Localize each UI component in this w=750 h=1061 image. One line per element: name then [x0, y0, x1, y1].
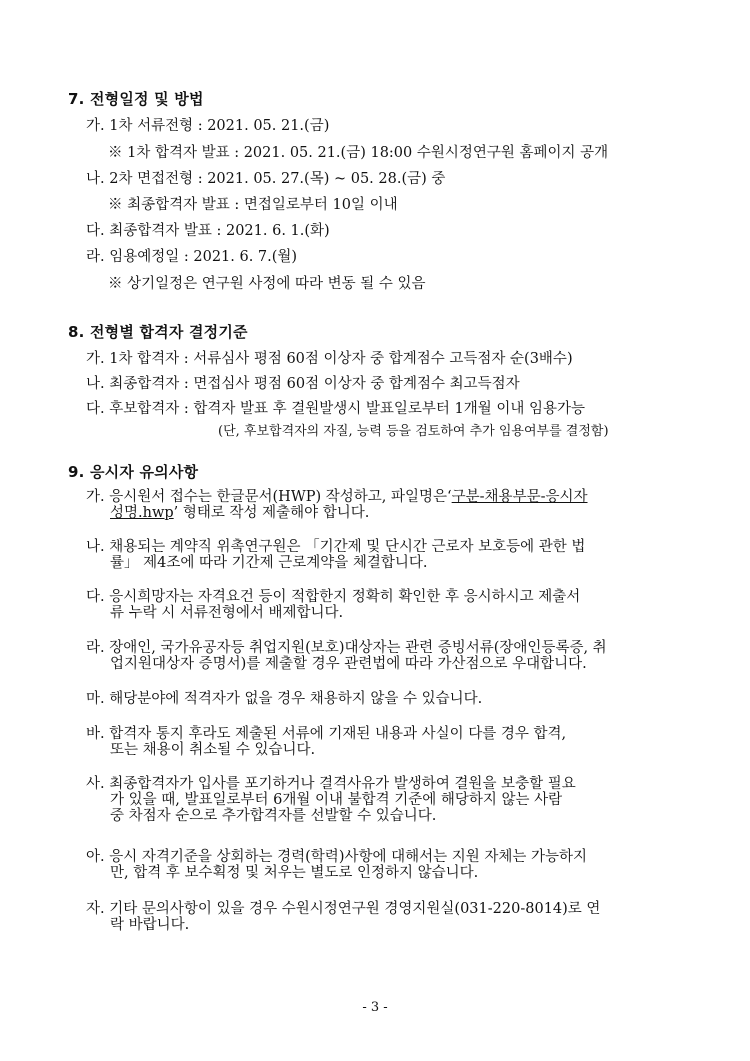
notice-item-line2: 만, 합격 후 보수획정 및 처우는 별도로 인정하지 않습니다.	[110, 865, 479, 881]
section-9-heading: 9. 응시자 유의사항	[68, 463, 199, 481]
schedule-note: ※ 상기일정은 연구원 사정에 따라 변동 될 수 있음	[108, 276, 426, 292]
notice-item-line2: 률」 제4조에 따라 기간제 근로계약을 체결합니다.	[110, 555, 428, 571]
notice-item-line1: 바. 합격자 통지 후라도 제출된 서류에 기재된 내용과 사실이 다를 경우 합격,	[86, 726, 567, 742]
page-number: - 3 -	[362, 1000, 388, 1015]
schedule-line: 다. 최종합격자 발표 : 2021. 6. 1.(화)	[86, 223, 330, 239]
notice-item-ga-line2	[110, 501, 369, 522]
notice-item-line1: 다. 응시희망자는 자격요건 등이 적합한지 정확히 확인한 후 응시하시고 제출서	[86, 589, 581, 605]
criteria-line: 나. 최종합격자 : 면접심사 평점 60점 이상자 중 합계점수 최고득점자	[86, 376, 520, 392]
criteria-line: 다. 후보합격자 : 합격자 발표 후 결원발생시 발표일로부터 1개월 이내 임용가능	[86, 401, 586, 417]
notice-item-line1: 자. 기타 문의사항이 있을 경우 수원시정연구원 경영지원실(031-220-8014)로 연	[86, 901, 601, 917]
schedule-line: 라. 임용예정일 : 2021. 6. 7.(월)	[86, 249, 298, 265]
notice-item-line1: 아. 응시 자격기준을 상회하는 경력(학력)사항에 대해서는 지원 자체는 가능하지	[86, 849, 588, 865]
notice-item-line1: 사. 최종합격자가 입사를 포기하거나 결격사유가 발생하여 결원을 보충할 필요	[86, 776, 576, 792]
notice-item-line3: 중 차점자 순으로 추가합격자를 선발할 수 있습니다.	[110, 808, 437, 824]
section-7-heading: 7. 전형일정 및 방법	[68, 90, 204, 108]
criteria-line: 가. 1차 합격자 : 서류심사 평점 60점 이상자 중 합계점수 고득점자 순(3배수)	[86, 351, 573, 367]
filename-format: 성명.hwp	[110, 505, 174, 521]
notice-text: 가. 응시원서 접수는 한글문서(HWP) 작성하고, 파일명은‘	[86, 489, 452, 505]
notice-item-line2: 또는 채용이 취소될 수 있습니다.	[110, 742, 316, 758]
schedule-line: 가. 1차 서류전형 : 2021. 05. 21.(금)	[86, 118, 330, 134]
notice-item-line2: 락 바랍니다.	[110, 917, 190, 933]
notice-item-line1: 라. 장애인, 국가유공자등 취업지원(보호)대상자는 관련 증빙서류(장애인등록증, 취	[86, 640, 607, 656]
section-8-heading: 8. 전형별 합격자 결정기준	[68, 323, 248, 341]
notice-item-line1: 마. 해당분야에 적격자가 없을 경우 채용하지 않을 수 있습니다.	[86, 691, 483, 707]
schedule-note: ※ 최종합격자 발표 : 면접일로부터 10일 이내	[108, 197, 398, 213]
schedule-note: ※ 1차 합격자 발표 : 2021. 05. 21.(금) 18:00 수원시정연구원 홈페이지 공개	[108, 145, 609, 161]
notice-item-line2: 업지원대상자 증명서)를 제출할 경우 관련법에 따라 가산점으로 우대합니다.	[110, 656, 587, 672]
criteria-note: (단, 후보합격자의 자질, 능력 등을 검토하여 추가 임용여부를 결정함)	[218, 424, 609, 439]
notice-item-line2: 가 있을 때, 발표일로부터 6개월 이내 불합격 기준에 해당하지 않는 사람	[110, 792, 563, 808]
notice-item-line1: 나. 채용되는 계약직 위촉연구원은 「기간제 및 단시간 근로자 보호등에 관한 법	[86, 539, 586, 555]
schedule-line: 나. 2차 면접전형 : 2021. 05. 27.(목) ~ 05. 28.(금) 중	[86, 171, 446, 187]
filename-format: 구분-채용부문-응시자	[451, 489, 588, 505]
notice-item-line2: 류 누락 시 서류전형에서 배제합니다.	[110, 605, 344, 621]
notice-text: ’ 형태로 작성 제출해야 합니다.	[173, 505, 370, 521]
